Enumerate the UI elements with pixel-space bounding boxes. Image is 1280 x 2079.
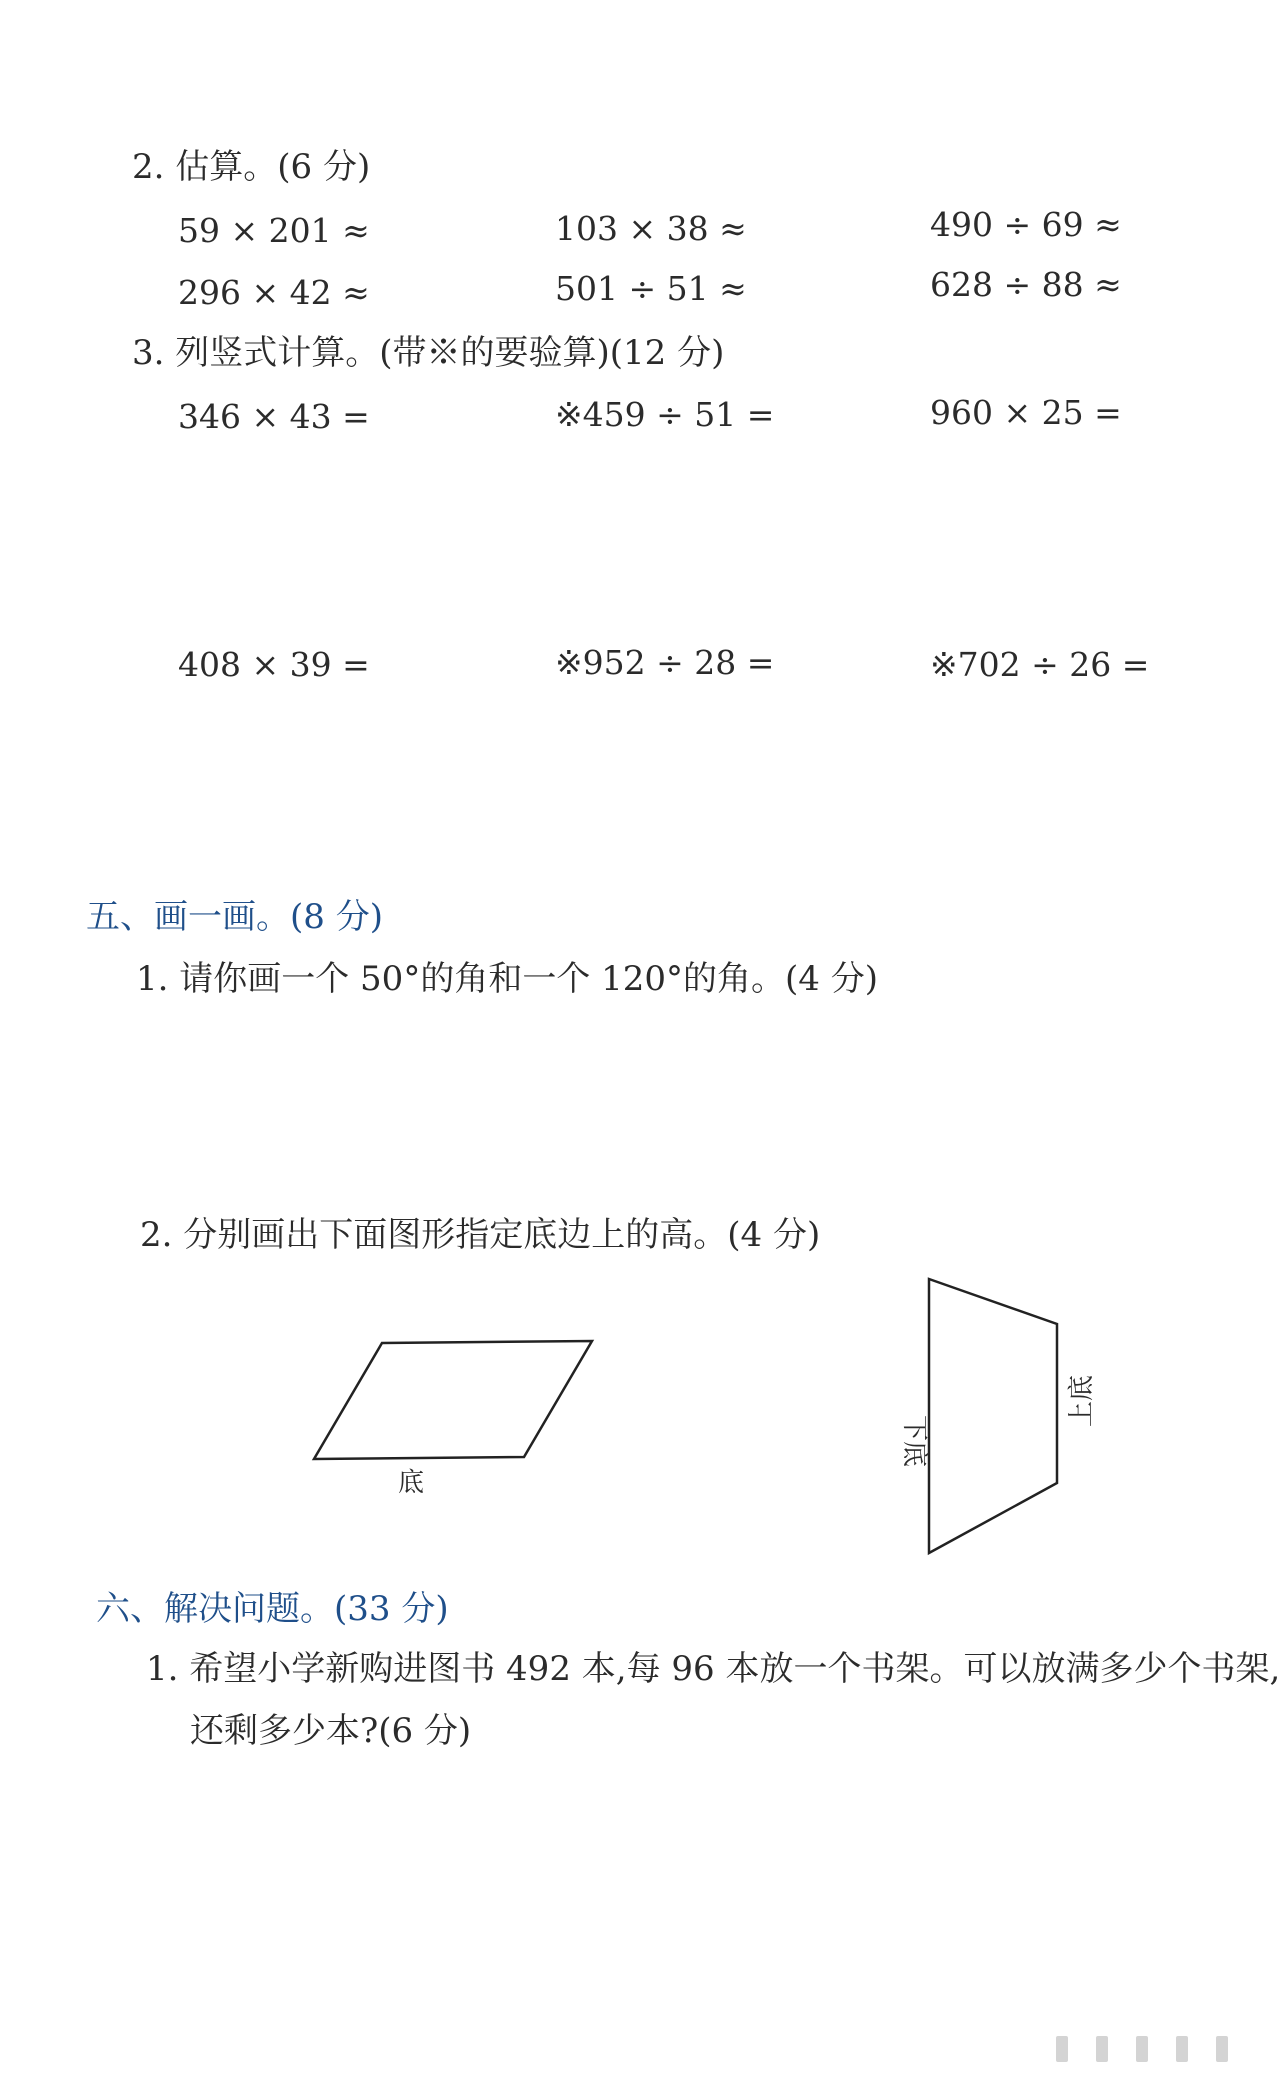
parallelogram-base-label: 底 — [398, 1468, 425, 1498]
estimate-item-4: 296 × 42 ≈ — [178, 273, 370, 312]
vertical-calc-item-1: 346 × 43 = — [178, 397, 370, 436]
estimate-title: 2. 估算。(6 分) — [132, 147, 371, 187]
vertical-calc-item-4: 408 × 39 = — [178, 645, 370, 684]
section-6-question-1-line-1: 1. 希望小学新购进图书 492 本,每 96 本放一个书架。可以放满多少个书架, — [146, 1649, 1280, 1689]
trapezoid-shape — [929, 1279, 1057, 1553]
vertical-calc-item-6: ※702 ÷ 26 = — [930, 645, 1150, 684]
page-indicator-mark — [1216, 2036, 1228, 2062]
trapezoid-bottom-base-label: 下底 — [899, 1414, 930, 1468]
vertical-calc-item-5: ※952 ÷ 28 = — [555, 643, 775, 682]
page-indicator-mark — [1136, 2036, 1148, 2062]
page-indicator-mark — [1056, 2036, 1068, 2062]
page-indicator-mark — [1176, 2036, 1188, 2062]
vertical-calc-item-3: 960 × 25 = — [930, 393, 1122, 432]
estimate-item-6: 628 ÷ 88 ≈ — [930, 265, 1122, 304]
page-indicator-mark — [1096, 2036, 1108, 2062]
vertical-calc-title: 3. 列竖式计算。(带※的要验算)(12 分) — [132, 333, 725, 373]
section-6-question-1-line-2: 还剩多少本?(6 分) — [190, 1711, 472, 1751]
section-6-title: 六、解决问题。(33 分) — [96, 1589, 449, 1629]
section-5-question-2: 2. 分别画出下面图形指定底边上的高。(4 分) — [140, 1215, 821, 1255]
section-5-title: 五、画一画。(8 分) — [86, 897, 383, 937]
vertical-calc-item-2: ※459 ÷ 51 = — [555, 395, 775, 434]
estimate-item-1: 59 × 201 ≈ — [178, 211, 370, 250]
section-5-question-1: 1. 请你画一个 50°的角和一个 120°的角。(4 分) — [136, 959, 878, 999]
trapezoid-top-base-label: 上底 — [1067, 1374, 1098, 1428]
estimate-item-2: 103 × 38 ≈ — [555, 209, 747, 248]
parallelogram-shape — [314, 1341, 592, 1459]
estimate-item-5: 501 ÷ 51 ≈ — [555, 269, 747, 308]
estimate-item-3: 490 ÷ 69 ≈ — [930, 205, 1122, 244]
